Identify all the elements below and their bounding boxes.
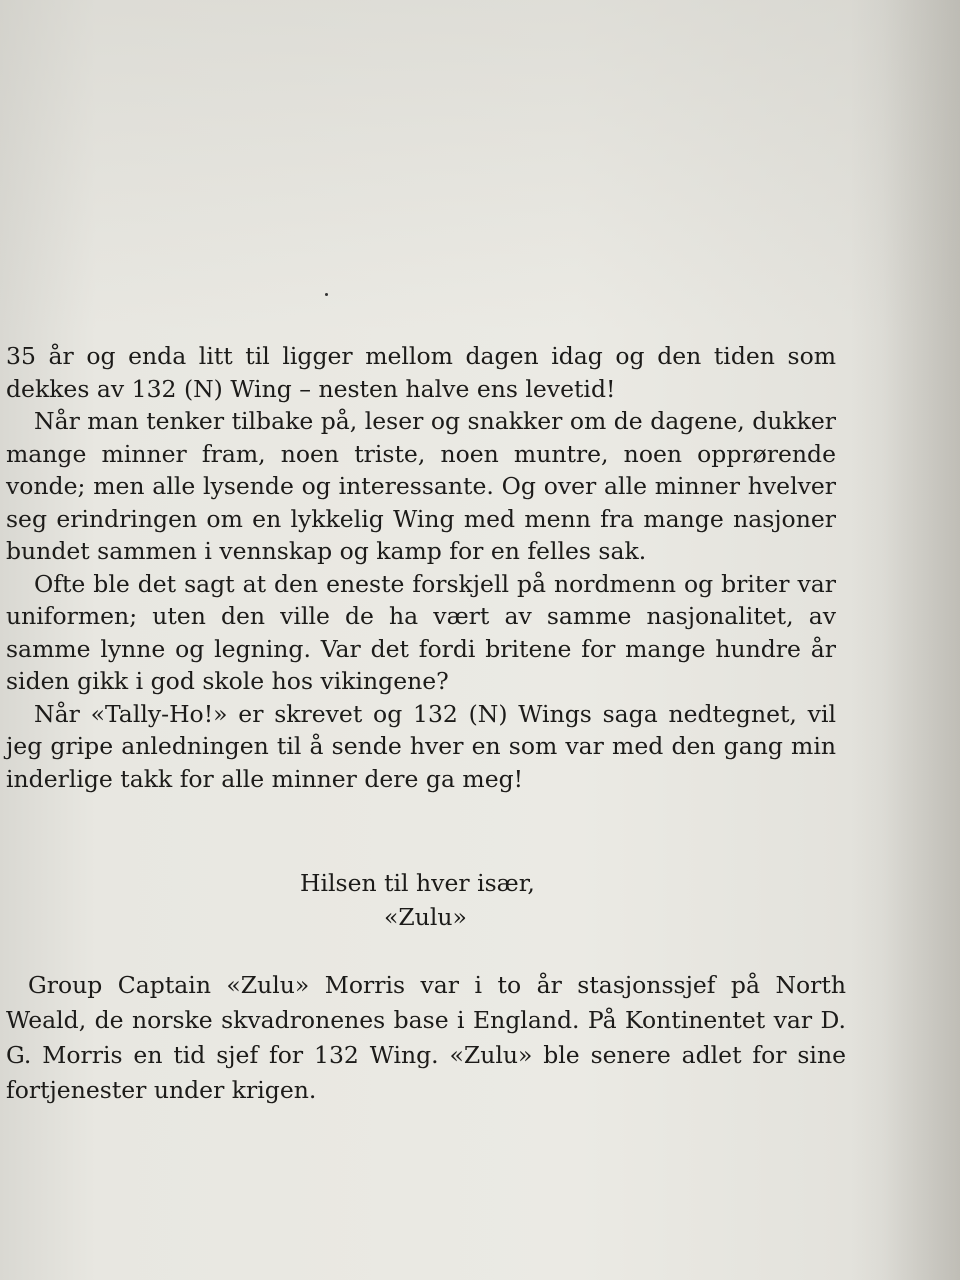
letter-signature: «Zulu» (384, 903, 467, 931)
letter-closing: Hilsen til hver især, (300, 869, 535, 897)
letter-closing-block (300, 866, 535, 934)
letter-paragraph: Når «Tally-Ho!» er skrevet og 132 (N) Wings saga nedtegnet, vil jeg gripe anledningen til å sende hver en som var med den gang min inderlige takk for alle minner dere ga meg! (6, 699, 836, 793)
letter-paragraph: Når man tenker tilbake på, leser og snakker om de dagene, dukker mange minner fram, noen triste, noen muntre, noen opprørende vonde; men alle lysende og interessante. Og over alle minner hvelver seg erindringen om en lykkelig Wing med menn fra mange nasjoner bundet sammen i vennskap og kamp for en felles sak. (6, 407, 836, 565)
letter-body (6, 340, 836, 795)
letter-paragraph: 35 år og enda litt til ligger mellom dagen idag og den tiden som dekkes av 132 (N) Wing – nesten halve ens levetid! (6, 342, 836, 403)
biography-caption (6, 968, 846, 1108)
caption-text: Group Captain «Zulu» Morris var i to år stasjonssjef på North Weald, de norske skvadronenes base i England. På Kontinentet var D. G. Morris en tid sjef for 132 Wing. «Zulu» ble senere adlet for sine fortjenester under krigen. (6, 971, 846, 1104)
letter-paragraph: Ofte ble det sagt at den eneste forskjell på nordmenn og briter var uniformen; uten den ville de ha vært av samme nasjonalitet, av samme lynne og legning. Var det fordi britene for mange hundre år siden gikk i god skole hos vikingene? (6, 569, 836, 695)
ink-speck (325, 293, 328, 296)
